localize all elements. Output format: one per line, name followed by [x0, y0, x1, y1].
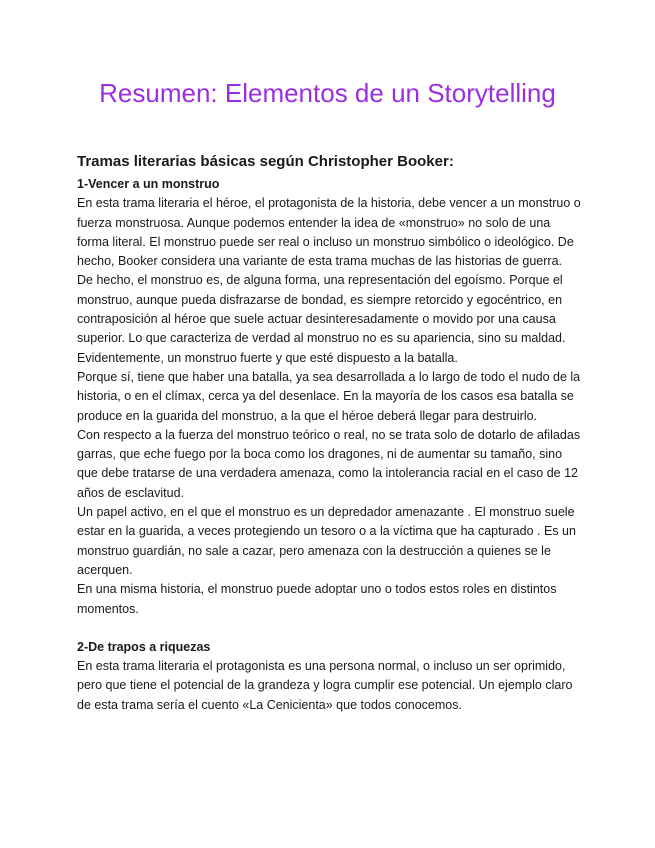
paragraph: En una misma historia, el monstruo puede adoptar uno o todos estos roles en distintos momentos. — [77, 582, 557, 616]
section-heading: Tramas literarias básicas según Christopher Booker: — [77, 153, 454, 170]
paragraph: De hecho, el monstruo es, de alguna forma, una representación del egoísmo. Porque el monstruo, aunque pueda disfrazarse de bondad, es siempre retorcido y egocéntrico, en contraposición al héroe que suele actuar desinteresadamente o movido por una causa superior. Lo que caracteriza de verdad al monstruo no es su apariencia, sino su maldad. Evidentemente, un monstruo fuerte y que esté dispuesto a la batalla. — [77, 273, 566, 365]
document-body — [77, 151, 582, 715]
paragraph: Un papel activo, en el que el monstruo es un depredador amenazante . El monstruo suele estar en la guarida, a veces protegiendo un tesoro o a la víctima que ha capturado . Es un monstruo guardián, no sale a cazar, pero amenaza con la destrucción a quienes se le acerquen. — [77, 505, 576, 577]
document-title: Resumen: Elementos de un Storytelling — [99, 78, 556, 108]
paragraph: Porque sí, tiene que haber una batalla, ya sea desarrollada a lo largo de todo el nudo de la historia, o en el clímax, cerca ya del desenlace. En la mayoría de los casos esa batalla se produce en la guarida del monstruo, a la que el héroe deberá llegar para destruirlo. — [77, 369, 581, 423]
plot-1-heading: 1-Vencer a un monstruo — [77, 177, 220, 191]
paragraph: En esta trama literaria el héroe, el protagonista de la historia, debe vencer a un monstruo o fuerza monstruosa. Aunque podemos entender la idea de «monstruo» no solo de una forma literal. El monstruo puede ser real o incluso un monstruo simbólico o ideológico. De hecho, Booker considera una variante de esta trama muchas de las historias de guerra. — [77, 196, 581, 269]
plot-2-heading: 2-De trapos a riquezas — [77, 639, 211, 654]
paragraph: Con respecto a la fuerza del monstruo teórico o real, no se trata solo de dotarlo de afiladas garras, que eche fuego por la boca como los dragones, ni de aumentar su tamaño, sino que debe tratarse de una verdadera amenaza, como la intolerancia racial en el caso de 12 años de esclavitud. — [77, 427, 581, 500]
spacer — [77, 619, 582, 638]
paragraph: En esta trama literaria el protagonista es una persona normal, o incluso un ser oprimido, pero que tiene el potencial de la grandeza y logra cumplir ese potencial. Un ejemplo claro de esta trama sería el cuento «La Cenicienta» que todos conocemos. — [77, 659, 573, 712]
